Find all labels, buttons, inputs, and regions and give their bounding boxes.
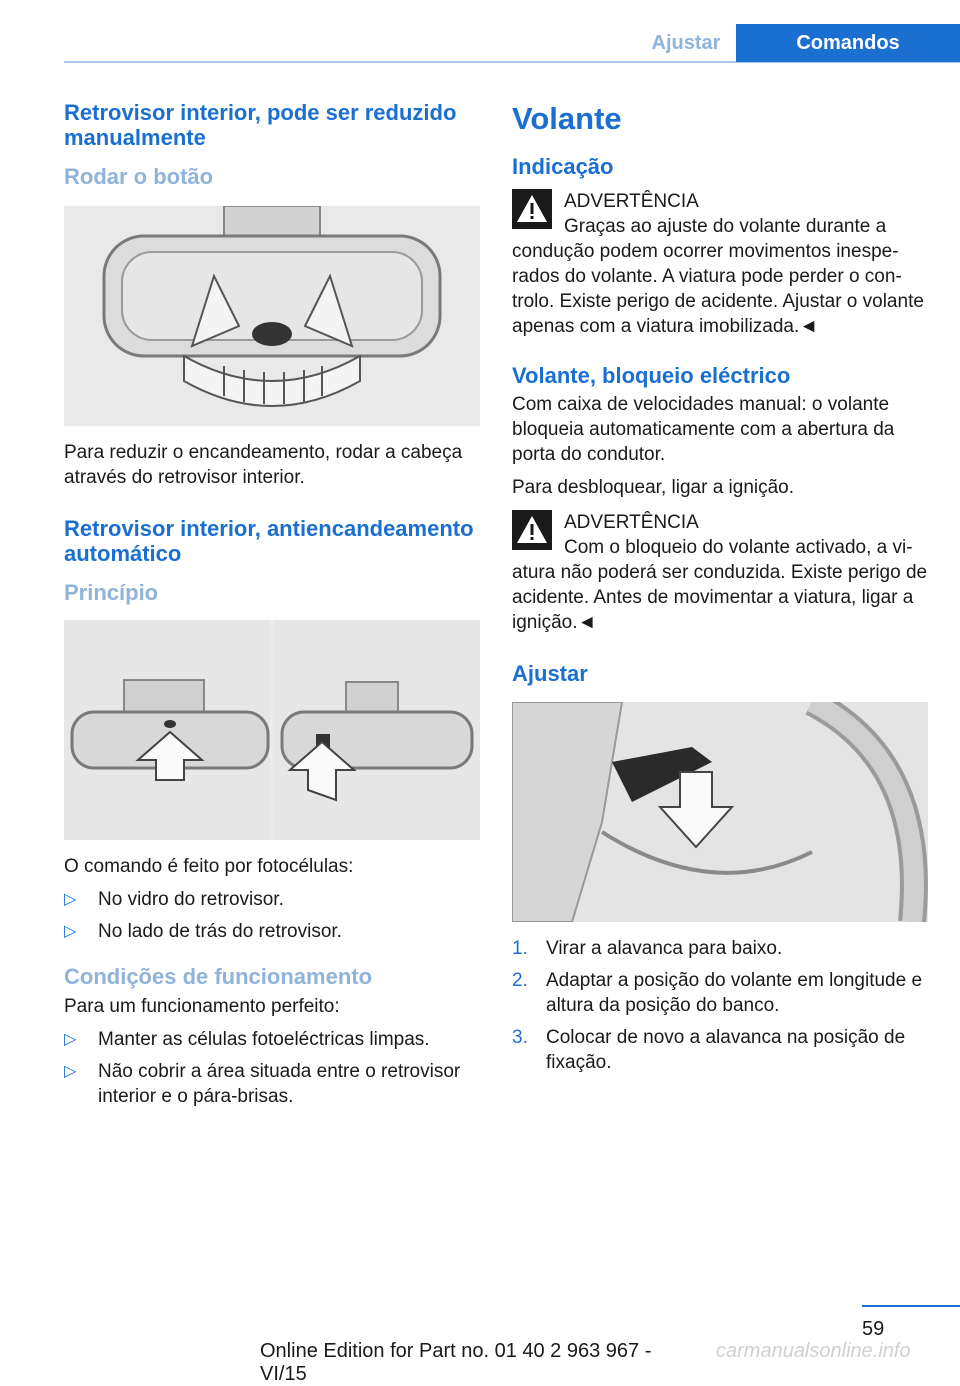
bloqueio-text: Com caixa de velocidades manual: o volante bloqueia automaticamente com a abertura da porta do condutor.: [512, 394, 895, 465]
watermark: carmanualsonline.info: [716, 1340, 911, 1362]
list-item: ▷ No vidro do retrovisor.: [64, 889, 284, 910]
list-item: ▷ Manter as células fotoeléctricas limpas.: [64, 1029, 430, 1050]
warning-title: ADVERTÊNCIA: [564, 191, 699, 212]
chapter-title-volante: Volante: [512, 101, 622, 136]
subsection-principio: Princípio: [64, 580, 159, 605]
adjust-steps: [512, 936, 928, 1075]
subsection-condicoes: Condições de funcionamento: [64, 964, 373, 989]
subsection-ajustar: Ajustar: [512, 661, 588, 686]
desbloquear-text: Para desbloquear, ligar a ignição.: [512, 477, 795, 498]
warning-triangle-icon: [512, 510, 552, 550]
list-item: 2. Adaptar a posição do volante em longitude e altura da posição do banco.: [512, 970, 923, 1016]
section-title-manual-mirror: Retrovisor interior, pode ser reduzido manualmente: [64, 100, 457, 150]
edition-text: Online Edition for Part no. 01 40 2 963 967 - VI/15: [260, 1340, 652, 1385]
mirror-knob-illustration: [64, 206, 480, 426]
tab-ajustar[interactable]: Ajustar: [651, 31, 721, 54]
subsection-bloqueio: Volante, bloqueio eléctrico: [512, 363, 791, 388]
warning-text-first: Com o bloqueio do volante activado, a vi-: [564, 537, 913, 558]
warning-text-first: Graças ao ajuste do volante durante a: [564, 216, 887, 237]
bullet-triangle-icon: ▷: [64, 923, 77, 940]
warning-text-rest: condução podem ocorrer movimentos inesperados do volante. A viatura pode perder o controlo. Existe perigo de acidente. Ajustar o volante apenas com a viatura imobilizada.◄: [512, 241, 924, 337]
list-item: 1. Virar a alavanca para baixo.: [512, 938, 783, 959]
manual-mirror-text: Para reduzir o encandeamento, rodar a cabeça através do retrovisor interior.: [64, 442, 463, 488]
photocell-text: O comando é feito por fotocélulas:: [64, 856, 354, 877]
warning-block-2: [512, 510, 928, 635]
bullet-triangle-icon: ▷: [64, 891, 77, 908]
list-item: 3. Colocar de novo a alavanca na posição de fixação.: [512, 1027, 906, 1073]
subsection-rodar: Rodar o botão: [64, 164, 214, 189]
footer-rule: [862, 1305, 960, 1307]
right-column: [512, 100, 928, 1082]
bullet-triangle-icon: ▷: [64, 1031, 77, 1048]
warning-text-rest: atura não poderá ser conduzida. Existe perigo de acidente. Antes de movimentar a viatura, ligar a ignição.◄: [512, 562, 928, 633]
steering-lever-illustration: [512, 702, 928, 922]
warning-title: ADVERTÊNCIA: [564, 512, 699, 533]
tab-comandos[interactable]: Comandos: [736, 24, 960, 62]
subsection-indicacao: Indicação: [512, 154, 614, 179]
list-item: ▷ No lado de trás do retrovisor.: [64, 921, 342, 942]
page-number: 59: [862, 1318, 885, 1340]
warning-triangle-icon: [512, 189, 552, 229]
list-item: ▷ Não cobrir a área situada entre o retrovisor interior e o pára-brisas.: [64, 1061, 461, 1107]
condicoes-list: [64, 1027, 480, 1109]
condicoes-text: Para um funcionamento perfeito:: [64, 996, 340, 1017]
photocell-list: [64, 887, 480, 944]
left-column: [64, 100, 480, 1116]
section-title-auto-mirror: Retrovisor interior, antiencandeamento automático: [64, 516, 474, 566]
bullet-triangle-icon: ▷: [64, 1063, 77, 1080]
warning-block-1: [512, 189, 928, 339]
photocell-illustration: [64, 620, 480, 840]
